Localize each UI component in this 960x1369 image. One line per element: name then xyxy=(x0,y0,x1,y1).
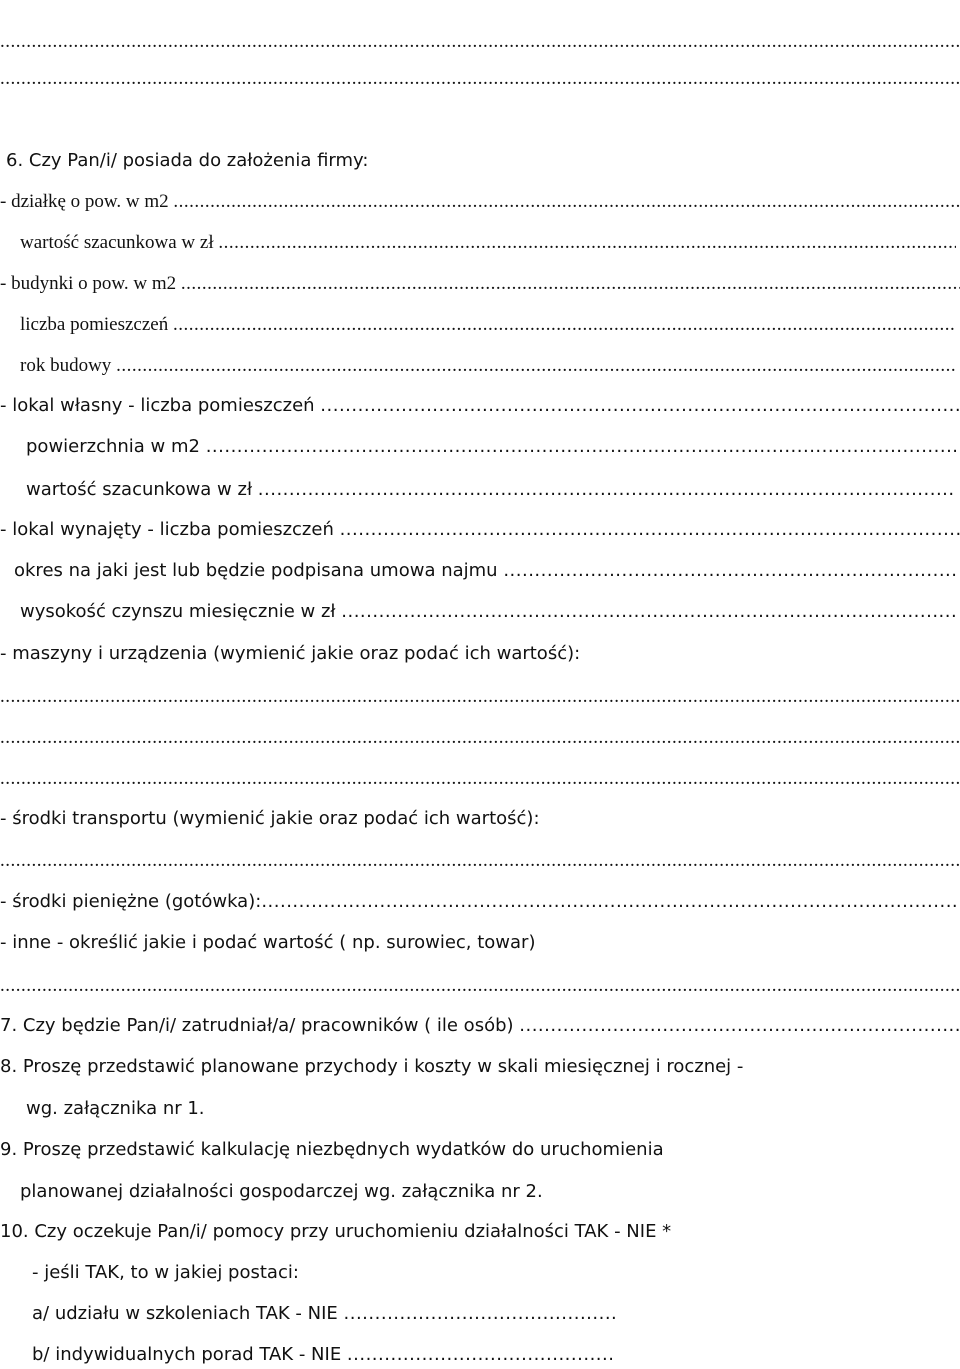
fill-dots[interactable] xyxy=(503,558,956,584)
field-own-premises-value: wartość szacunkowa w zł ..... xyxy=(26,477,956,503)
fill-dots[interactable] xyxy=(0,848,960,874)
fill-dots[interactable] xyxy=(347,1342,612,1368)
fill-dots[interactable] xyxy=(519,1013,960,1039)
fill-dots[interactable] xyxy=(181,271,960,297)
fill-dots[interactable] xyxy=(320,393,960,419)
field-buildings-area: - budynki o pow. w m2 ..... xyxy=(0,271,960,297)
field-own-premises-rooms: - lokal własny - liczba pomieszczeń ..... xyxy=(0,393,960,419)
question-6-heading: 6. Czy Pan/i/ posiada do założenia firmy: xyxy=(6,150,369,171)
fill-dots xyxy=(0,29,960,55)
question-8-cont: wg. załącznika nr 1. xyxy=(26,1098,205,1119)
field-machinery-line-2 xyxy=(0,725,960,751)
question-10-form: - jeśli TAK, to w jakiej postaci: xyxy=(32,1262,299,1283)
field-machinery-line-1 xyxy=(0,684,960,710)
field-buildings-rooms: liczba pomieszczeń ..... xyxy=(20,312,956,338)
fill-dots[interactable] xyxy=(173,312,956,338)
question-10: 10. Czy oczekuje Pan/i/ pomocy przy uruchomieniu działalności TAK - NIE * xyxy=(0,1221,672,1242)
question-10-consulting: b/ indywidualnych porad TAK - NIE ..... xyxy=(32,1342,612,1368)
field-transport-line xyxy=(0,848,960,874)
field-buildings-year: rok budowy ..... xyxy=(20,353,956,379)
question-9-cont: planowanej działalności gospodarczej wg. załącznika nr 2. xyxy=(20,1181,543,1202)
field-other-line xyxy=(0,973,960,999)
field-own-premises-area: powierzchnia w m2 ..... xyxy=(26,434,956,460)
field-plot-area: - działkę o pow. w m2 ..... xyxy=(0,189,960,215)
fill-dots xyxy=(0,66,960,92)
fill-dots[interactable] xyxy=(0,973,960,999)
fill-dots[interactable] xyxy=(0,766,960,792)
field-machinery-line-3 xyxy=(0,766,960,792)
question-10-training: a/ udziału w szkoleniach TAK - NIE ..... xyxy=(32,1301,616,1327)
field-plot-value: wartość szacunkowa w zł ..... xyxy=(20,230,956,256)
field-machinery-heading: - maszyny i urządzenia (wymienić jakie oraz podać ich wartość): xyxy=(0,643,581,664)
fill-dots[interactable] xyxy=(206,434,956,460)
question-9: 9. Proszę przedstawić kalkulację niezbędnych wydatków do uruchomienia xyxy=(0,1139,664,1160)
fill-dots[interactable] xyxy=(261,889,960,915)
fill-dots[interactable] xyxy=(0,684,960,710)
fill-dots[interactable] xyxy=(341,599,956,625)
field-rent-monthly: wysokość czynszu miesięcznie w zł ..... xyxy=(20,599,956,625)
field-rented-lease-period: okres na jaki jest lub będzie podpisana umowa najmu ..... xyxy=(14,558,956,584)
field-other-heading: - inne - określić jakie i podać wartość ( np. surowiec, towar) xyxy=(0,932,536,953)
form-line-blank-2 xyxy=(0,66,960,92)
field-cash: - środki pieniężne (gotówka): ..... xyxy=(0,889,960,915)
question-7: 7. Czy będzie Pan/i/ zatrudniał/a/ pracowników ( ile osób) ..... xyxy=(0,1013,960,1039)
fill-dots[interactable] xyxy=(173,189,960,215)
fill-dots[interactable] xyxy=(218,230,956,256)
field-transport-heading: - środki transportu (wymienić jakie oraz podać ich wartość): xyxy=(0,808,540,829)
field-rented-premises-rooms: - lokal wynajęty - liczba pomieszczeń ..... xyxy=(0,517,960,543)
fill-dots[interactable] xyxy=(0,725,960,751)
fill-dots[interactable] xyxy=(340,517,960,543)
form-line-blank-1 xyxy=(0,29,960,55)
question-8: 8. Proszę przedstawić planowane przychody i koszty w skali miesięcznej i rocznej - xyxy=(0,1056,744,1077)
fill-dots[interactable] xyxy=(116,353,956,379)
fill-dots[interactable] xyxy=(344,1301,616,1327)
fill-dots[interactable] xyxy=(258,477,956,503)
